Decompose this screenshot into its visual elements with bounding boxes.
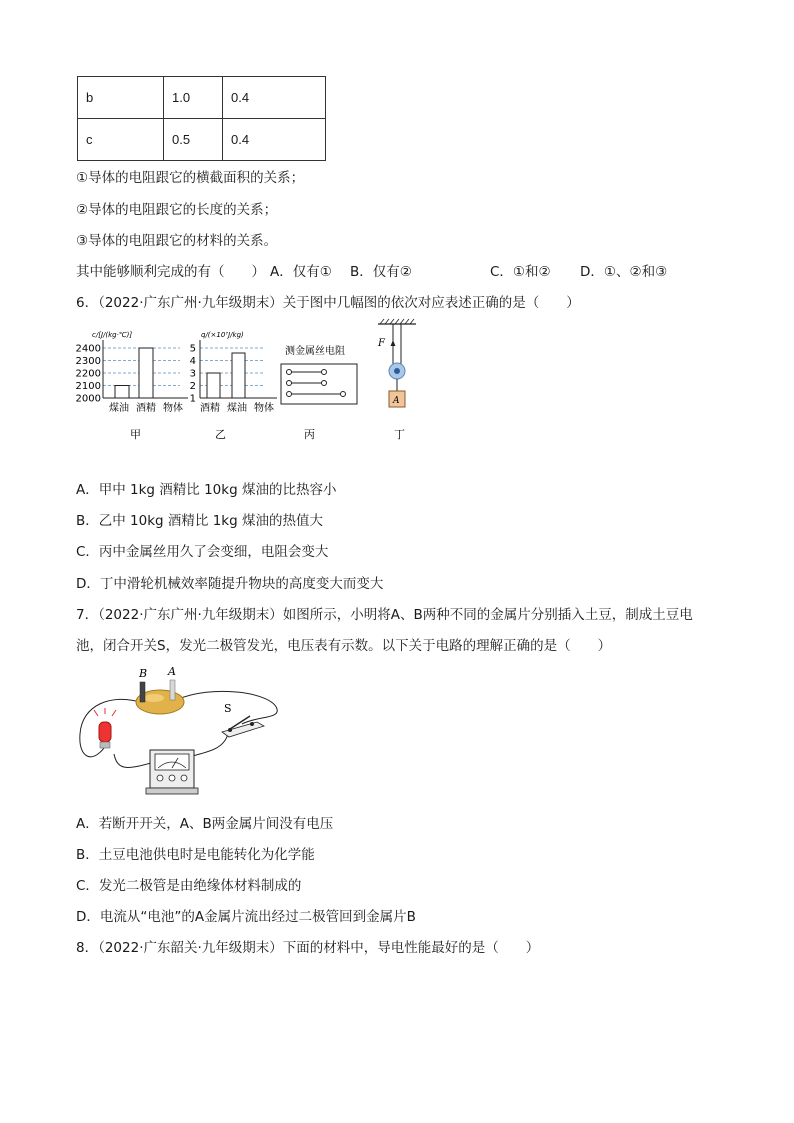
figure-jia-chart bbox=[70, 326, 195, 444]
table-row bbox=[78, 119, 326, 161]
terminal-icon bbox=[287, 392, 292, 397]
force-arrow-icon bbox=[391, 340, 396, 346]
figure-caption-yi: 乙 bbox=[215, 428, 226, 441]
figure-bing-board bbox=[280, 336, 362, 444]
table-cell: 1.0 bbox=[164, 77, 223, 119]
switch-label: S bbox=[224, 702, 232, 715]
terminal-icon bbox=[287, 370, 292, 375]
tick-label: 4 bbox=[189, 356, 196, 367]
q7-option-a[interactable]: A．若断开开关，A、B两金属片间没有电压 bbox=[76, 816, 334, 832]
q7-option-d[interactable]: D．电流从“电池”的A金属片流出经过二极管回到金属片B bbox=[76, 909, 416, 925]
terminal-icon bbox=[322, 370, 327, 375]
q6-option-d[interactable]: D．丁中滑轮机械效率随提升物块的高度变大而变大 bbox=[76, 576, 384, 592]
metal-plate-b bbox=[140, 682, 145, 702]
q7-option-b[interactable]: B．土豆电池供电时是电能转化为化学能 bbox=[76, 847, 315, 863]
ceiling-hatch bbox=[380, 319, 414, 324]
table-row bbox=[78, 77, 326, 119]
table-cell: c bbox=[78, 119, 164, 161]
terminal-icon bbox=[287, 381, 292, 386]
data-table bbox=[77, 76, 326, 161]
potato-battery-circuit bbox=[72, 664, 322, 804]
chart-bar bbox=[232, 353, 245, 398]
q6-question: 6．（2022·广东广州·九年级期末）关于图中几幅图的依次对应表述正确的是（ ） bbox=[76, 295, 580, 311]
pulley-axle bbox=[394, 368, 400, 374]
terminal-icon bbox=[341, 392, 346, 397]
yi-cat-label: 煤油 bbox=[227, 403, 247, 414]
chart-bar bbox=[139, 348, 153, 398]
tick-label: 2100 bbox=[75, 381, 101, 392]
q7-question-line-2: 池，闭合开关S，发光二极管发光，电压表有示数。以下关于电路的理解正确的是（ ） bbox=[76, 638, 612, 654]
figure-caption-ding: 丁 bbox=[394, 428, 405, 441]
q7-question-line-1: 7．（2022·广东广州·九年级期末）如图所示，小明将A、B两种不同的金属片分别插入土豆，制成土豆电 bbox=[76, 607, 693, 623]
q5-item-3: ③导体的电阻跟它的材料的关系。 bbox=[76, 233, 278, 249]
table-cell: 0.4 bbox=[223, 119, 326, 161]
jia-ylabel: c/[J/(kg·℃)] bbox=[92, 331, 133, 339]
metal-plate-a bbox=[170, 680, 175, 700]
tick-label: 3 bbox=[189, 368, 196, 380]
table-cell: b bbox=[78, 77, 164, 119]
block-label: A bbox=[393, 396, 400, 406]
q5-stem: 其中能够顺利完成的有（ ） bbox=[76, 264, 265, 280]
q7-option-c[interactable]: C．发光二极管是由绝缘体材料制成的 bbox=[76, 878, 302, 894]
q5-option-c[interactable]: C．①和② bbox=[490, 264, 551, 280]
tick-label: 2300 bbox=[75, 356, 101, 367]
jia-cat-label: 煤油 bbox=[109, 403, 129, 414]
plate-label-a: A bbox=[168, 665, 176, 678]
chart-bar bbox=[207, 373, 220, 398]
yi-cat-label: 酒精 bbox=[200, 403, 220, 414]
tick-label: 2 bbox=[189, 381, 196, 392]
resistance-board bbox=[281, 364, 357, 404]
q5-item-1: ①导体的电阻跟它的横截面积的关系； bbox=[76, 170, 305, 186]
yi-cat-label: 物体 bbox=[254, 403, 274, 414]
q5-option-b[interactable]: B．仅有② bbox=[350, 264, 412, 280]
terminal-icon bbox=[322, 381, 327, 386]
q5-option-d[interactable]: D．①、②和③ bbox=[580, 264, 668, 280]
q5-item-2: ②导体的电阻跟它的长度的关系； bbox=[76, 202, 278, 218]
figure-yi-chart bbox=[189, 326, 282, 444]
voltmeter-icon bbox=[146, 750, 198, 794]
plate-label-b: B bbox=[139, 667, 148, 680]
q8-question: 8．（2022·广东韶关·九年级期末）下面的材料中，导电性能最好的是（ ） bbox=[76, 940, 540, 956]
jia-cat-label: 物体 bbox=[163, 403, 183, 414]
led-icon bbox=[94, 708, 116, 748]
q6-option-c[interactable]: C．丙中金属丝用久了会变细，电阻会变大 bbox=[76, 544, 329, 560]
table-cell: 0.5 bbox=[164, 119, 223, 161]
figure-caption-bing: 丙 bbox=[304, 428, 315, 441]
bing-title: 测金属丝电阻 bbox=[285, 346, 345, 357]
chart-bar bbox=[115, 386, 129, 399]
figure-ding-pulley bbox=[370, 316, 430, 444]
q6-option-a[interactable]: A．甲中 1kg 酒精比 10kg 煤油的比热容小 bbox=[76, 482, 337, 498]
force-label: F bbox=[378, 338, 385, 349]
q5-option-a[interactable]: A．仅有① bbox=[270, 264, 332, 280]
q6-option-b[interactable]: B．乙中 10kg 酒精比 1kg 煤油的热值大 bbox=[76, 513, 323, 529]
tick-label: 2200 bbox=[75, 368, 101, 380]
tick-label: 1 bbox=[189, 393, 196, 405]
tick-label: 2000 bbox=[75, 393, 101, 405]
tick-label: 2400 bbox=[75, 343, 101, 355]
yi-ylabel: q/(×10⁷J/kg) bbox=[201, 331, 244, 339]
jia-cat-label: 酒精 bbox=[136, 403, 156, 414]
table-cell: 0.4 bbox=[223, 77, 326, 119]
figure-caption-jia: 甲 bbox=[130, 428, 141, 441]
tick-label: 5 bbox=[189, 343, 196, 355]
